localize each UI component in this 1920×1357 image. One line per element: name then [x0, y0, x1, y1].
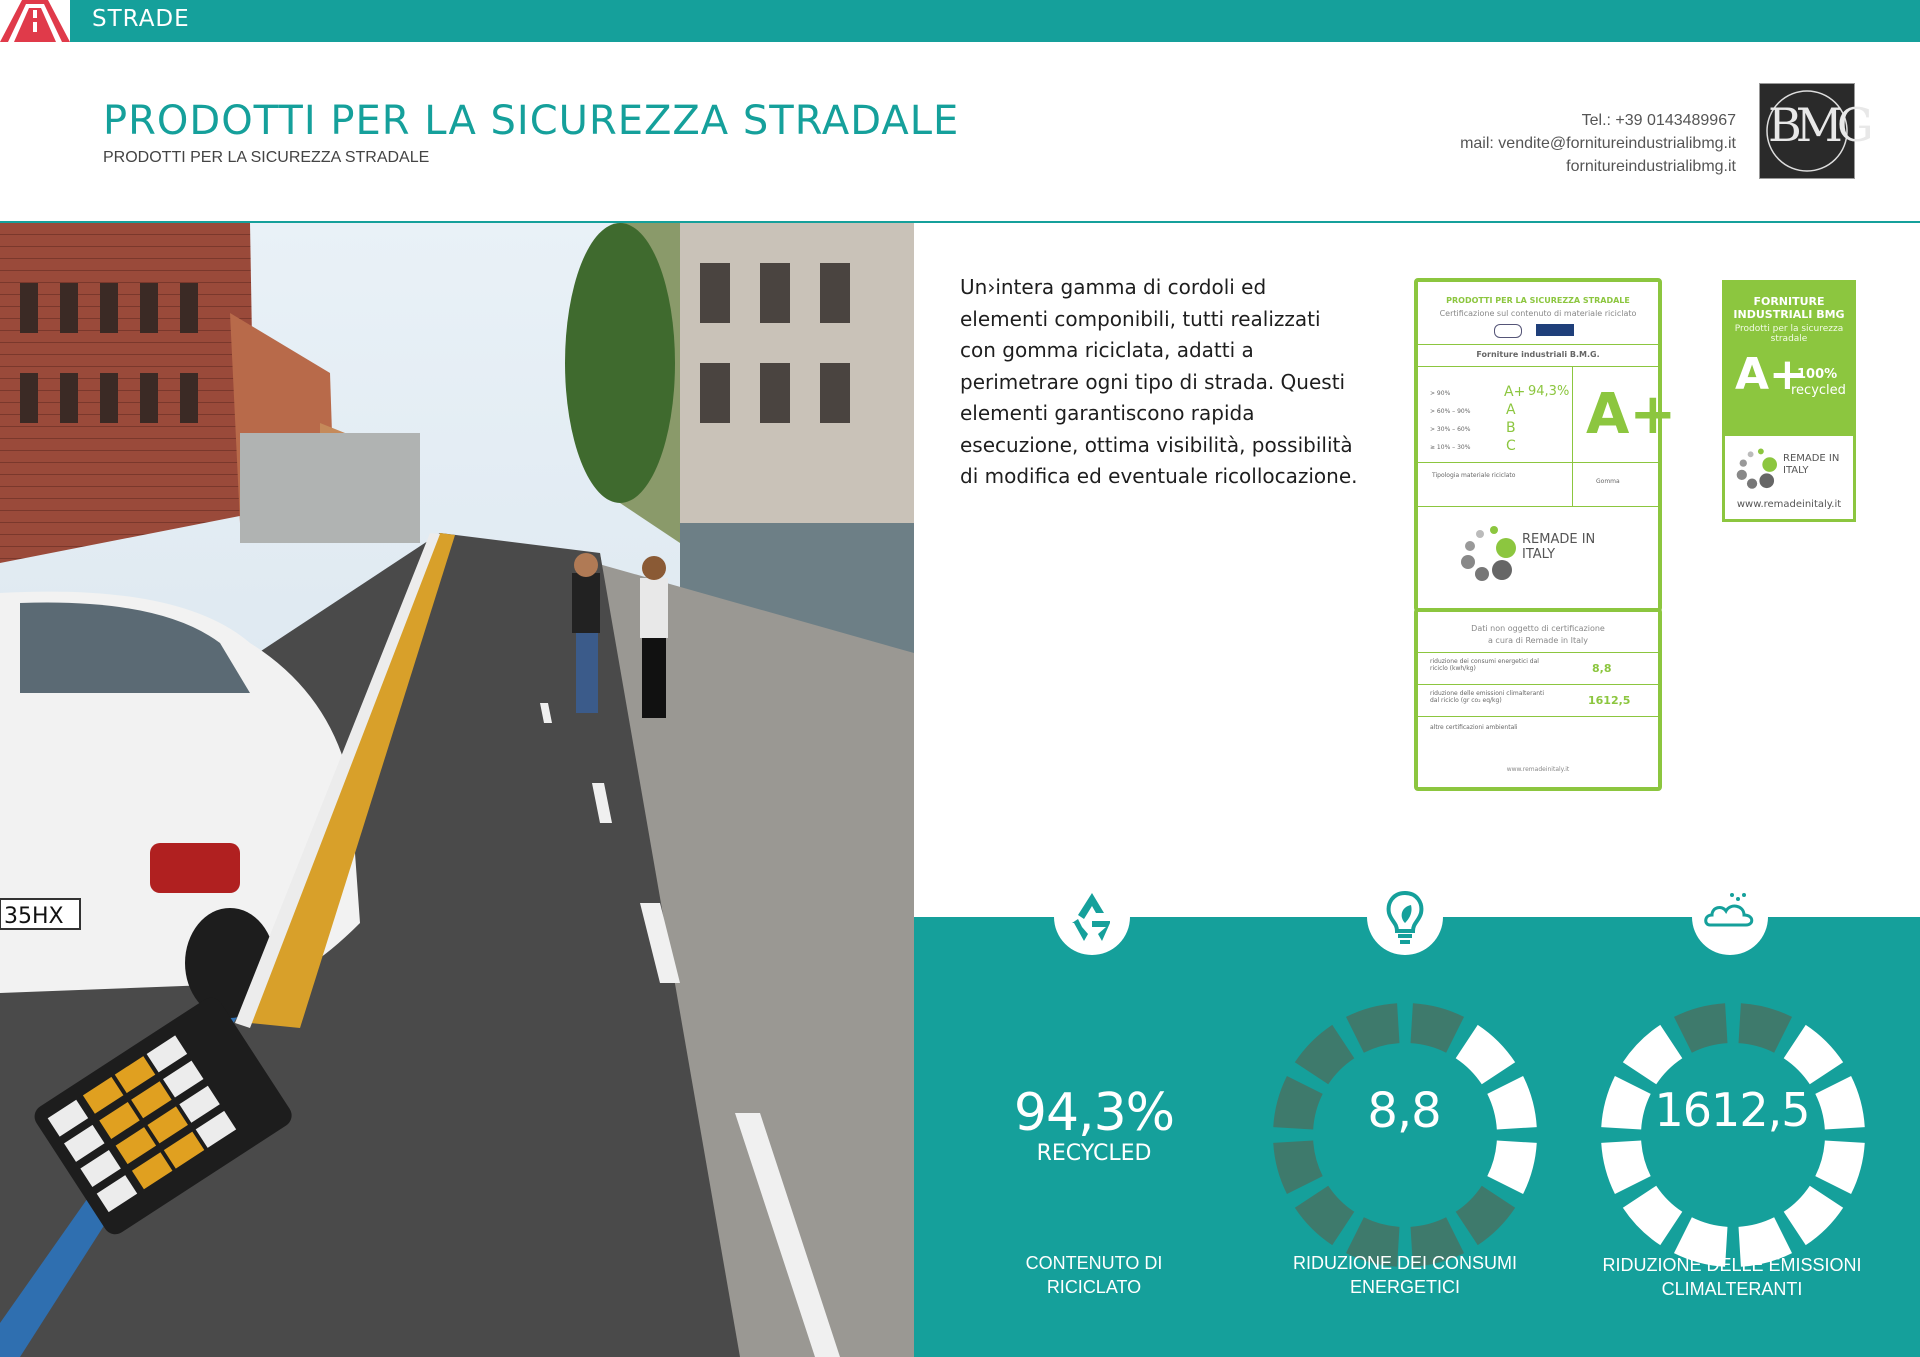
certification-seal-icon	[1494, 324, 1522, 338]
road-logo-icon	[0, 0, 70, 42]
badge-percent: 100%	[1797, 367, 1838, 382]
stat-label-line: RIDUZIONE DELLE EMISSIONI	[1602, 1255, 1862, 1275]
contact-email[interactable]: mail: vendite@fornitureindustrialibmg.it	[1460, 135, 1736, 152]
section-tag: STRADE	[92, 6, 190, 32]
badge-url[interactable]: www.remadeinitaly.it	[1736, 499, 1842, 510]
badge-line: Prodotti per la sicurezza	[1734, 324, 1844, 334]
ring-segment	[1411, 1003, 1465, 1052]
remade-dots-icon	[1456, 524, 1516, 584]
ring-segment	[1456, 1025, 1515, 1084]
other-certifications-label: altre certificazioni ambientali	[1430, 724, 1518, 731]
certificate-title: PRODOTTI PER LA SICUREZZA STRADALE	[1446, 296, 1630, 305]
stat-label-line: ENERGETICI	[1349, 1277, 1460, 1297]
range-label: > 60% – 90%	[1430, 408, 1471, 415]
ring-segment	[1739, 1003, 1793, 1052]
energy-value: 8,8	[1592, 662, 1612, 675]
note-line: a cura di Remade in Italy	[1487, 636, 1589, 645]
stat-icon-holder	[1367, 879, 1443, 955]
material-type-label: Tipologia materiale riciclato	[1432, 472, 1516, 479]
page-title: PRODOTTI PER LA SICUREZZA STRADALE	[103, 98, 960, 144]
contact-phone: Tel.: +39 0143489967	[1581, 112, 1736, 129]
stat-label-line: CLIMALTERANTI	[1661, 1279, 1803, 1299]
top-bar	[0, 0, 1920, 42]
remade-logo-text: REMADE IN ITALY	[1783, 453, 1840, 476]
contact-website[interactable]: fornitureindustrialibmg.it	[1566, 158, 1736, 175]
ring-segment	[1346, 1003, 1400, 1052]
grade-label: A+	[1586, 382, 1677, 447]
stat-icon-holder	[1692, 879, 1768, 955]
ring-segment	[1273, 1141, 1322, 1195]
page-subtitle: PRODOTTI PER LA SICUREZZA STRADALE	[103, 149, 430, 166]
note-line: Dati non oggetto di certificazione	[1471, 624, 1605, 633]
ring-segment	[1487, 1141, 1536, 1195]
ring-segment	[1784, 1025, 1843, 1084]
badge-line: stradale	[1770, 334, 1808, 344]
cloud-icon	[1692, 879, 1768, 955]
lightbulb-leaf-icon	[1367, 879, 1443, 955]
recycled-percent: 94,3%	[1528, 384, 1570, 399]
stat-value: 1612,5	[1654, 1083, 1810, 1137]
recycled-badge	[1722, 280, 1856, 522]
class-label: A+	[1504, 384, 1526, 400]
bmg-logo-text: BMG	[1768, 98, 1868, 152]
ring-segment	[1674, 1003, 1728, 1052]
badge-recycled: recycled	[1791, 383, 1846, 398]
badge-line: INDUSTRIALI BMG	[1733, 308, 1845, 321]
badge-grade: A+	[1735, 349, 1806, 400]
stat-label	[1264, 1251, 1546, 1299]
material-type-value: Gomma	[1596, 478, 1620, 485]
certificate-url[interactable]: www.remadeinitaly.it	[1506, 766, 1570, 773]
emission-label: riduzione delle emissioni climalteranti dal riciclo (gr co₂ eq/kg)	[1430, 690, 1545, 704]
stat-icon-holder	[1054, 879, 1130, 955]
remade-dots-icon	[1733, 447, 1777, 491]
ring-segment	[1295, 1025, 1354, 1084]
ring-segment	[1295, 1186, 1354, 1245]
ring-segment	[1456, 1186, 1515, 1245]
ring-segment	[1784, 1186, 1843, 1245]
class-label: C	[1506, 438, 1516, 454]
stat-value: 8,8	[1367, 1083, 1441, 1139]
stat-label-line: RICICLATO	[1046, 1277, 1142, 1297]
certificate-company: Forniture industriali B.M.G.	[1476, 350, 1600, 359]
stat-label	[984, 1251, 1204, 1299]
emission-value: 1612,5	[1588, 694, 1631, 707]
class-label: A	[1506, 402, 1516, 418]
ring-segment	[1815, 1141, 1864, 1195]
class-label: B	[1506, 420, 1516, 436]
recycled-content-certificate	[1414, 278, 1677, 612]
certificate-subtitle: Certificazione sul contenuto di materiale riciclato	[1439, 309, 1637, 318]
ring-segment	[1623, 1186, 1682, 1245]
recycle-icon	[1054, 879, 1130, 955]
ring-segment	[1601, 1141, 1650, 1195]
stats-panel	[914, 917, 1920, 1357]
badge-line: FORNITURE	[1753, 295, 1825, 308]
accredia-logo	[1536, 324, 1574, 336]
remade-logo-text: REMADE IN ITALY	[1522, 532, 1596, 562]
range-label: > 90%	[1430, 390, 1451, 397]
license-plate: 35HX	[4, 904, 64, 929]
stat-sub: RECYCLED	[1036, 1141, 1152, 1166]
bmg-logo	[1759, 83, 1868, 179]
street-photo	[0, 223, 914, 1357]
energy-label: riduzione dei consumi energetici dal riciclo (kwh/kg)	[1430, 658, 1539, 672]
stat-value: 94,3%	[1013, 1083, 1175, 1143]
stat-label-line: RIDUZIONE DEI CONSUMI	[1292, 1253, 1517, 1273]
body-paragraph: Un›intera gamma di cordoli ed elementi componibili, tutti realizzati con gomma riciclata, adatti a perimetrare ogni tipo di strada. Questi elementi garantiscono rapida esecuzione, ottima visibilità, possibilità di modifica ed eventuale ricollocazione.	[960, 275, 1358, 488]
range-label: ≥ 10% – 30%	[1430, 444, 1471, 451]
additional-data-panel	[1414, 608, 1662, 791]
stat-label-line: CONTENUTO DI	[1025, 1253, 1163, 1273]
range-label: > 30% – 60%	[1430, 426, 1471, 433]
ring-segment	[1623, 1025, 1682, 1084]
stat-label	[1572, 1253, 1892, 1301]
